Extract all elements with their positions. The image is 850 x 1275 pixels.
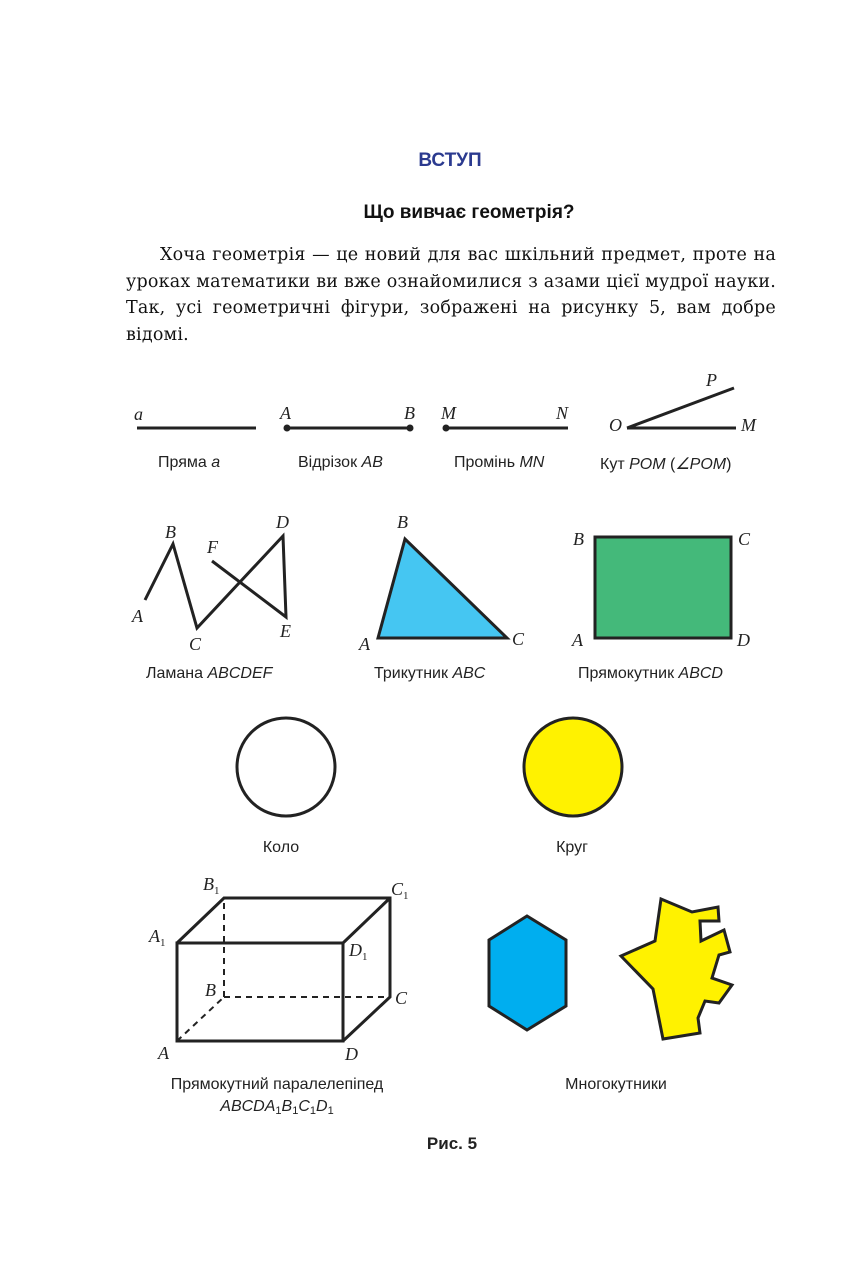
parallelepiped-figure xyxy=(148,874,409,1117)
line-caption: Пряма a xyxy=(158,454,221,471)
polyline-label-f: F xyxy=(207,537,218,557)
polygons-caption: Многокутники xyxy=(565,1076,667,1093)
polyline-label-e: E xyxy=(280,621,291,641)
ray-figure xyxy=(440,403,569,471)
segment-label-b: B xyxy=(404,403,415,423)
box-label-a: A xyxy=(158,1043,169,1063)
rectangle-label-d: D xyxy=(737,630,750,650)
line-label: a xyxy=(134,404,143,424)
polyline-label-c: C xyxy=(189,634,202,654)
hexagon-polygon xyxy=(489,916,566,1030)
triangle-label-b: B xyxy=(397,512,408,532)
box-label-c: C xyxy=(395,988,408,1008)
rectangle-label-c: C xyxy=(738,529,751,549)
ray-label-n: N xyxy=(556,403,569,423)
section-subheading: Що вивчає геометрія? xyxy=(363,202,575,223)
triangle-label-c: C xyxy=(512,629,525,649)
polyline-label-d: D xyxy=(276,512,289,532)
polyline-caption: Ламана ABCDEF xyxy=(146,665,273,682)
parallelepiped-caption-line1: Прямокутний паралелепіпед xyxy=(170,1076,384,1093)
ray-caption: Промінь MN xyxy=(454,454,545,471)
circle-figure xyxy=(237,718,335,856)
rectangle-figure xyxy=(571,529,751,682)
intro-paragraph: Хоча геометрія — це новий для вас шкільний предмет, проте на уроках математики ви вже ознайомилися з азами цієї мудрої науки. Так, усі геометричні фігури, зображені на рисунку 5, вам добре відомі. xyxy=(126,245,776,345)
polyline-figure xyxy=(131,512,291,682)
polyline-label-a: A xyxy=(132,606,143,626)
triangle-caption: Трикутник ABC xyxy=(374,665,486,682)
parallelepiped-caption-line2: ABCDA1B1C1D1 xyxy=(220,1098,334,1117)
rectangle-label-a: A xyxy=(572,630,583,650)
circle-caption: Коло xyxy=(262,839,300,856)
angle-figure xyxy=(600,370,757,473)
disk-figure xyxy=(524,718,622,856)
angle-label-p: P xyxy=(706,370,717,390)
rectangle-label-b: B xyxy=(573,529,584,549)
box-label-b: B xyxy=(205,980,216,1000)
segment-figure xyxy=(279,403,415,471)
box-label-a1: $A_1$ xyxy=(149,926,166,949)
rectangle-caption: Прямокутник ABCD xyxy=(578,665,723,682)
segment-caption: Відрізок AB xyxy=(298,454,383,471)
irregular-polygon xyxy=(621,899,732,1039)
angle-label-o: O xyxy=(609,415,622,435)
figure-caption: Рис. 5 xyxy=(426,1134,478,1153)
ray-label-m: M xyxy=(441,403,456,423)
line-figure xyxy=(134,404,256,471)
box-label-d1: $D_1$ xyxy=(349,940,368,963)
angle-caption: Кут POM (∠POM) xyxy=(600,456,732,473)
section-heading: ВСТУП xyxy=(418,150,482,171)
polyline-label-b: B xyxy=(165,522,176,542)
triangle-figure xyxy=(358,512,525,682)
triangle-label-a: A xyxy=(359,634,370,654)
polygons-figure xyxy=(489,899,732,1093)
angle-label-m: M xyxy=(741,415,756,435)
box-label-b1: $B_1$ xyxy=(203,874,220,897)
box-label-d: D xyxy=(345,1044,358,1064)
segment-label-a: A xyxy=(280,403,291,423)
box-label-c1: $C_1$ xyxy=(391,879,409,902)
disk-caption: Круг xyxy=(556,839,588,856)
